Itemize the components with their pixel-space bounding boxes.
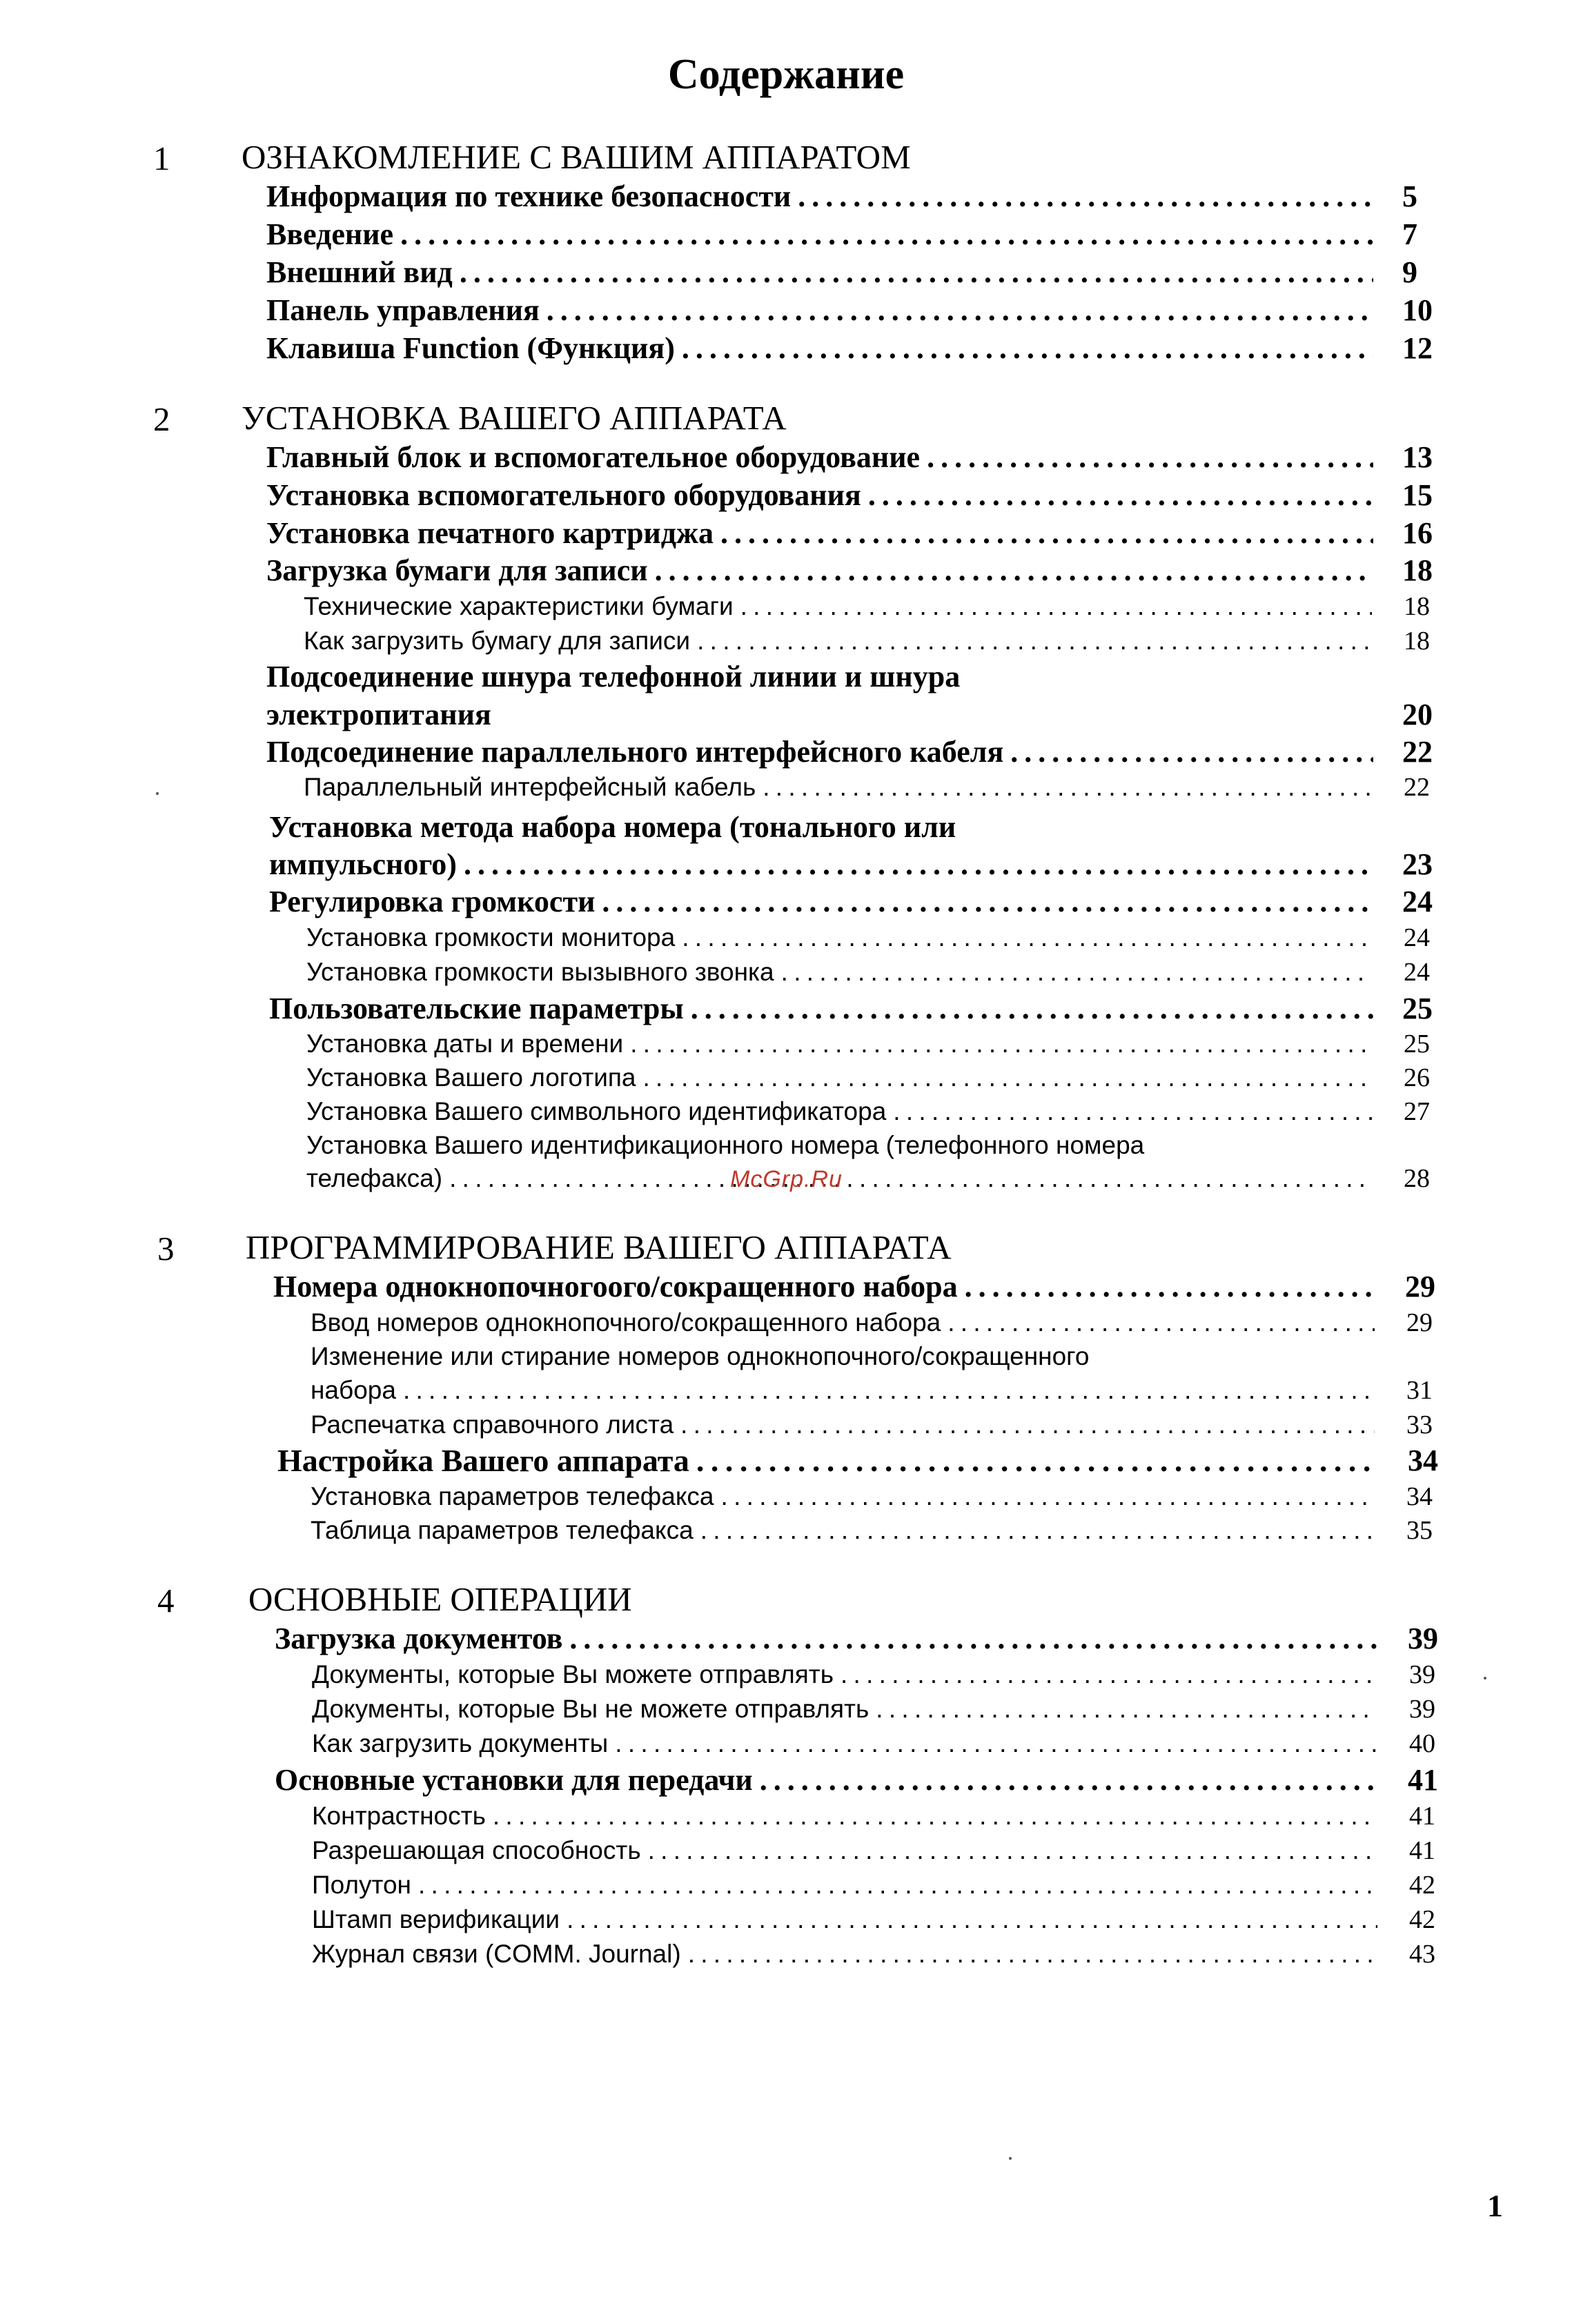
chapter-title: ОЗНАКОМЛЕНИЕ С ВАШИМ АППАРАТОМ <box>242 138 911 176</box>
toc-entry-text: Регулировка громкости <box>269 885 596 918</box>
toc-entry-page: 15 <box>1402 478 1433 512</box>
toc-subentry[interactable] <box>312 1903 1455 1936</box>
toc-entry-text: Как загрузить документы <box>312 1729 609 1757</box>
toc-entry[interactable] <box>266 733 1449 771</box>
toc-subentry[interactable] <box>312 1693 1455 1726</box>
toc-entry-text: Документы, которые Вы не можете отправлять <box>312 1695 869 1723</box>
toc-entry-text: Штамп верификации <box>312 1905 560 1933</box>
toc-entry[interactable] <box>269 990 1449 1027</box>
toc-subentry[interactable] <box>304 771 1449 804</box>
scan-speck <box>1484 1677 1486 1680</box>
toc-subentry[interactable] <box>312 1938 1455 1971</box>
toc-entry-text: Настройка Вашего аппарата <box>277 1443 689 1478</box>
toc-entry[interactable] <box>275 1620 1455 1657</box>
toc-entry-text: Как загрузить бумагу для записи <box>304 627 691 655</box>
toc-entry-text: Установка даты и времени <box>306 1030 624 1058</box>
toc-subentry[interactable] <box>306 921 1449 954</box>
toc-entry-page: 5 <box>1402 179 1417 213</box>
toc-entry-text: Разрешающая способность <box>312 1836 641 1864</box>
toc-entry-text-line1: Изменение или стирание номеров однокнопочного/сокращенного <box>311 1342 1090 1370</box>
toc-entry[interactable] <box>277 1442 1455 1479</box>
toc-subentry[interactable] <box>311 1306 1452 1339</box>
toc-entry-text: Параллельный интерфейсный кабель <box>304 773 756 801</box>
toc-entry[interactable] <box>266 552 1449 589</box>
toc-entry-text-line1: Установка Вашего идентификационного номера (телефонного номера <box>306 1131 1145 1159</box>
page-title: Содержание <box>667 51 905 98</box>
toc-entry-text-line1: Установка метода набора номера (тонального или <box>269 810 956 844</box>
toc-entry-text: Основные установки для передачи <box>275 1763 753 1797</box>
toc-entry-page: 23 <box>1402 847 1433 881</box>
watermark: McGrp.Ru <box>730 1166 843 1192</box>
toc-entry-text: Подсоединение параллельного интерфейсного кабеля <box>266 735 1004 769</box>
toc-entry-text: Документы, которые Вы можете отправлять <box>312 1660 834 1688</box>
toc-subentry[interactable] <box>312 1834 1455 1867</box>
toc-entry-text: Установка печатного картриджа <box>266 516 714 550</box>
toc-entry-text: импульсного) <box>269 847 457 881</box>
toc-entry-text: набора <box>311 1376 396 1404</box>
toc-subentry[interactable] <box>311 1514 1452 1547</box>
toc-entry-page: 26 <box>1404 1063 1430 1092</box>
toc-subentry[interactable] <box>306 956 1449 989</box>
toc-entry-page: 10 <box>1402 293 1433 327</box>
toc-entry-page: 29 <box>1406 1308 1433 1337</box>
toc-entry[interactable] <box>266 515 1449 552</box>
toc-entry-page: 39 <box>1409 1695 1435 1724</box>
toc-entry[interactable] <box>269 883 1449 920</box>
toc-entry[interactable] <box>273 1268 1452 1306</box>
toc-subentry[interactable] <box>312 1658 1455 1691</box>
toc-entry[interactable] <box>266 178 1449 215</box>
toc-entry-page: 41 <box>1409 1836 1435 1865</box>
chapter-number: 4 <box>157 1582 175 1619</box>
toc-entry-page: 18 <box>1404 627 1430 656</box>
toc-entry-text: Пользовательские параметры <box>269 992 684 1025</box>
chapter-number: 3 <box>157 1230 175 1268</box>
toc-entry-text: Главный блок и вспомогательное оборудование <box>266 440 921 474</box>
toc-entry-page: 33 <box>1406 1410 1433 1439</box>
toc-entry-text: Технические характеристики бумаги <box>304 592 734 620</box>
toc-entry-text-line1: Подсоединение шнура телефонной линии и шнура <box>266 660 961 693</box>
toc-entry-page: 9 <box>1402 255 1417 289</box>
toc-entry-page: 24 <box>1402 885 1433 918</box>
toc-subentry[interactable] <box>312 1727 1455 1760</box>
toc-entry[interactable] <box>266 477 1449 514</box>
toc-entry-text: Введение <box>266 217 394 251</box>
toc-entry-page: 25 <box>1404 1030 1430 1058</box>
toc-entry[interactable] <box>266 292 1449 329</box>
toc-entry[interactable] <box>266 696 1449 733</box>
toc-entry-page: 18 <box>1402 553 1433 587</box>
toc-subentry[interactable] <box>311 1480 1452 1513</box>
toc-entry-page: 13 <box>1402 440 1433 474</box>
toc-subentry[interactable] <box>306 1162 1449 1195</box>
toc-entry-page: 16 <box>1402 516 1433 550</box>
toc-entry[interactable] <box>275 1762 1455 1799</box>
chapter-number: 2 <box>153 400 170 438</box>
toc-entry-page: 25 <box>1402 992 1433 1025</box>
toc-entry-page: 7 <box>1402 217 1417 251</box>
toc-subentry[interactable] <box>311 1408 1452 1441</box>
toc-subentry[interactable] <box>311 1374 1452 1407</box>
toc-entry-page: 22 <box>1404 773 1430 802</box>
page-number: 1 <box>1487 2188 1503 2223</box>
toc-subentry[interactable] <box>304 624 1449 658</box>
toc-entry-page: 28 <box>1404 1164 1430 1193</box>
toc-entry-page: 39 <box>1408 1622 1438 1655</box>
toc-entry-text: Панель управления <box>266 293 540 327</box>
toc-subentry[interactable] <box>306 1027 1449 1061</box>
toc-entry-text: Установка громкости монитора <box>306 923 676 952</box>
toc-entry-text: Номера однокнопочногоого/сокращенного набора <box>273 1270 958 1303</box>
toc-entry-page: 39 <box>1409 1660 1435 1689</box>
toc-entry-page: 20 <box>1402 698 1433 731</box>
toc-entry-text: Установка Вашего символьного идентификатора <box>306 1097 887 1125</box>
toc-entry[interactable] <box>266 330 1449 367</box>
toc-subentry[interactable] <box>304 590 1449 623</box>
toc-entry-page: 35 <box>1406 1516 1433 1545</box>
toc-entry-text: Внешний вид <box>266 255 453 289</box>
toc-entry-text: Контрастность <box>312 1802 486 1830</box>
toc-entry-text: Ввод номеров однокнопочного/сокращенного набора <box>311 1308 941 1337</box>
toc-entry-text: Загрузка документов <box>275 1622 563 1655</box>
toc-entry-page: 31 <box>1406 1376 1433 1405</box>
toc-entry-page: 24 <box>1404 958 1430 987</box>
toc-entry-page: 12 <box>1402 331 1433 365</box>
chapter-title: ОСНОВНЫЕ ОПЕРАЦИИ <box>248 1580 632 1618</box>
toc-entry-text: электропитания <box>266 698 491 731</box>
toc-entry-page: 34 <box>1406 1482 1433 1511</box>
chapter-number: 1 <box>153 139 170 177</box>
toc-subentry[interactable] <box>306 1095 1449 1128</box>
scan-speck <box>1009 2157 1012 2160</box>
toc-entry-page: 43 <box>1409 1940 1435 1969</box>
toc-entry-text: Установка вспомогательного оборудования <box>266 478 861 512</box>
toc-entry-page: 42 <box>1409 1871 1435 1900</box>
toc-subentry[interactable] <box>312 1869 1455 1902</box>
toc-entry-page: 27 <box>1404 1097 1430 1126</box>
toc-entry-text: Загрузка бумаги для записи <box>266 553 648 587</box>
toc-entry[interactable] <box>266 439 1449 476</box>
toc-entry-page: 34 <box>1408 1444 1438 1477</box>
toc-entry-page: 42 <box>1409 1905 1435 1934</box>
chapter-title: ПРОГРАММИРОВАНИЕ ВАШЕГО АППАРАТА <box>246 1228 952 1266</box>
toc-entry-page: 22 <box>1402 735 1433 769</box>
toc-subentry[interactable] <box>312 1800 1455 1833</box>
toc-entry-text: Клавиша Function (Функция) <box>266 331 675 365</box>
toc-entry-text: Установка параметров телефакса <box>311 1482 714 1510</box>
toc-entry-text: Таблица параметров телефакса <box>311 1516 694 1544</box>
scan-speck <box>156 792 159 795</box>
toc-entry-page: 18 <box>1404 592 1430 621</box>
toc-entry[interactable] <box>266 254 1449 291</box>
toc-entry-text: Установка громкости вызывного звонка <box>306 958 774 986</box>
toc-entry-text: Распечатка справочного листа <box>311 1410 674 1439</box>
toc-entry-text: Установка Вашего логотипа <box>306 1063 636 1092</box>
toc-entry-page: 29 <box>1405 1270 1435 1303</box>
toc-entry-text: Информация по технике безопасности <box>266 179 792 213</box>
toc-entry-text: Полутон <box>312 1871 411 1899</box>
toc-entry-page: 41 <box>1409 1802 1435 1831</box>
toc-entry-page: 41 <box>1408 1763 1438 1797</box>
toc-entry[interactable] <box>266 216 1449 253</box>
toc-entry-text: телефакса) <box>306 1164 443 1192</box>
toc-entry-text: Журнал связи (COMM. Journal) <box>312 1940 681 1968</box>
chapter-title: УСТАНОВКА ВАШЕГО АППАРАТА <box>242 399 787 437</box>
toc-entry-page: 24 <box>1404 923 1430 952</box>
toc-entry[interactable] <box>269 846 1449 883</box>
toc-entry-page: 40 <box>1409 1729 1435 1758</box>
toc-subentry[interactable] <box>306 1061 1449 1094</box>
